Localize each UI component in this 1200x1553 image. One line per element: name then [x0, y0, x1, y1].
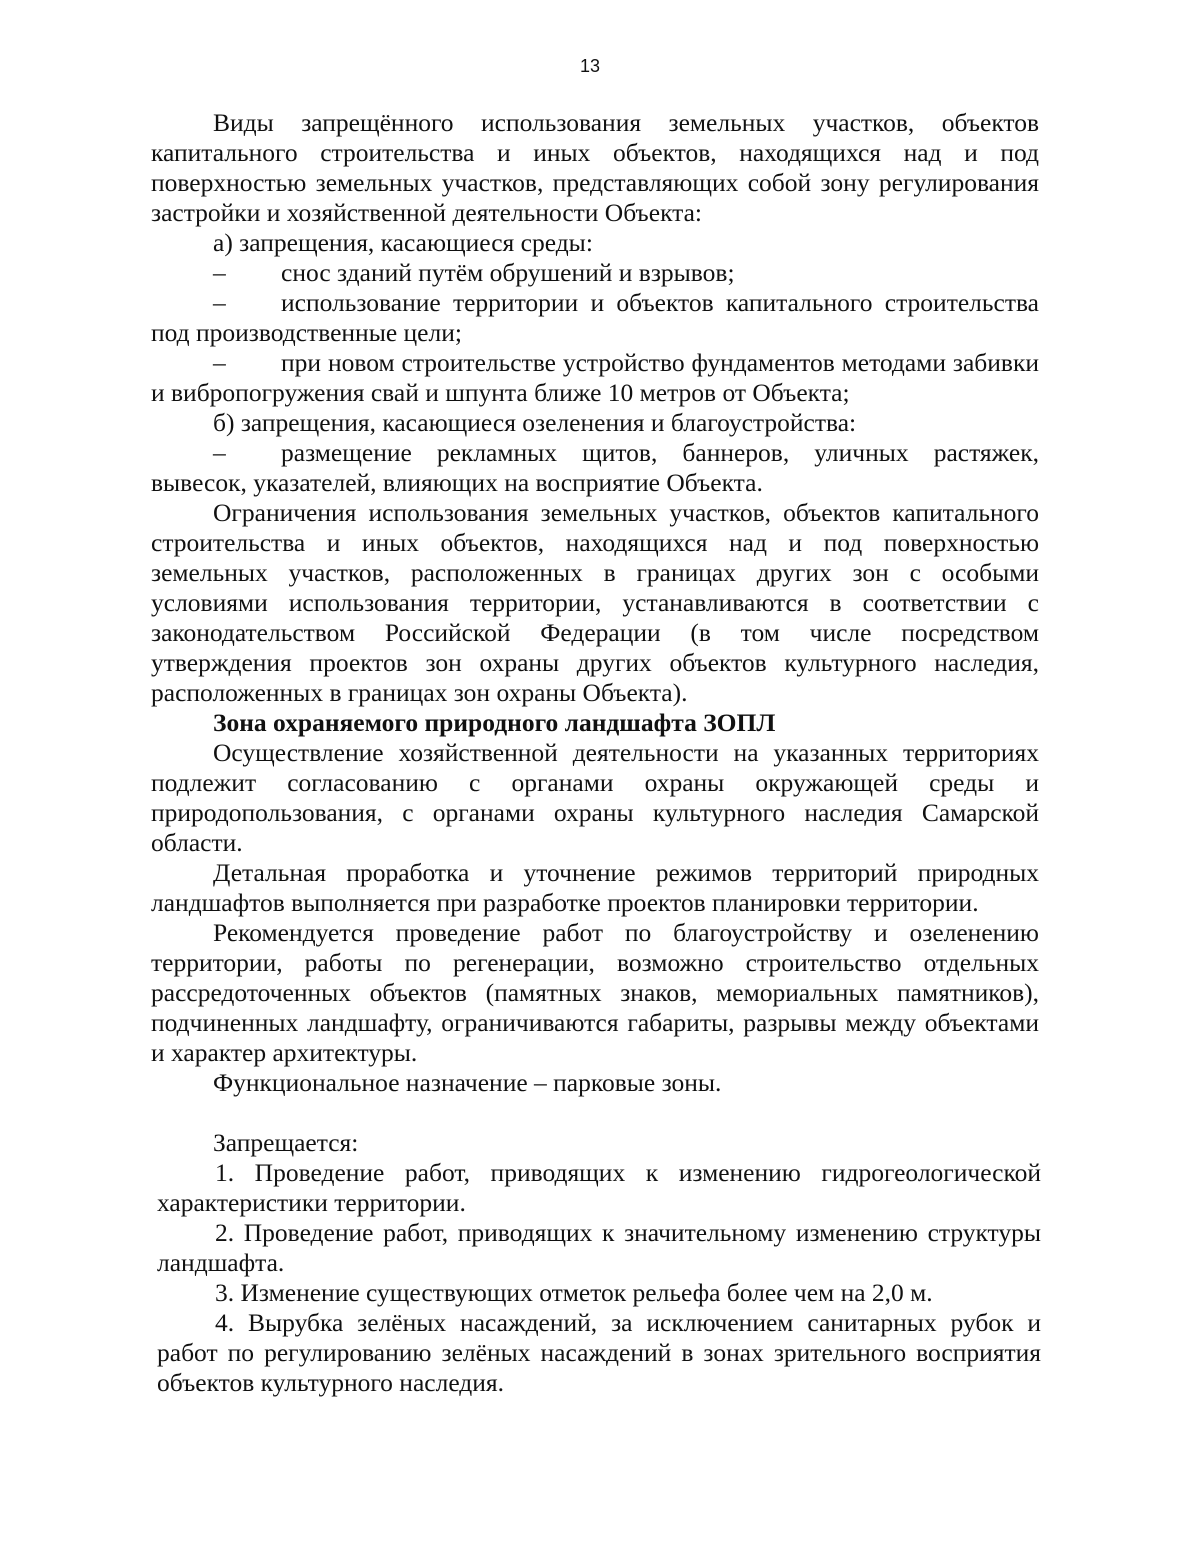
group-b-item-text: размещение рекламных щитов, баннеров, уличных растяжек, вывесок, указателей, влияющих на восприятие Объекта.	[151, 438, 1039, 497]
dash-mark: –	[213, 438, 226, 467]
prohibited-item: 4. Вырубка зелёных насаждений, за исключением санитарных рубок и работ по регулированию зелёных насаждений в зонах зрительного восприятия объектов культурного наследия.	[157, 1308, 1041, 1397]
section1-intro-paragraph: Виды запрещённого использования земельных участков, объектов капитального строительства и иных объектов, находящихся над и под поверхностью земельных участков, представляющих собой зону регулирования застройки и хозяйственной деятельности Объекта:	[151, 108, 1039, 227]
group-a-item-text: использование территории и объектов капитального строительства под производственные цели;	[151, 288, 1039, 347]
paragraph-gap	[151, 1098, 1039, 1128]
group-a-item	[151, 258, 1039, 288]
dash-mark: –	[213, 288, 226, 317]
prohibited-title: Запрещается:	[213, 1128, 359, 1157]
page-content	[151, 108, 1039, 1398]
group-a-item-text: снос зданий путём обрушений и взрывов;	[281, 258, 735, 287]
section2-paragraph: Детальная проработка и уточнение режимов территорий природных ландшафтов выполняется при разработке проектов планировки территории.	[151, 858, 1039, 917]
group-b-item	[151, 438, 1039, 498]
group-b-title: б) запрещения, касающиеся озеленения и благоустройства:	[213, 408, 857, 437]
prohibited-item: 3. Изменение существующих отметок рельефа более чем на 2,0 м.	[215, 1278, 933, 1307]
page-number: 13	[579, 56, 601, 76]
group-a-item	[151, 348, 1039, 408]
dash-mark: –	[213, 348, 226, 377]
prohibited-item: 2. Проведение работ, приводящих к значительному изменению структуры ландшафта.	[157, 1218, 1041, 1277]
restrictions-paragraph: Ограничения использования земельных участков, объектов капитального строительства и иных объектов, находящихся над и под поверхностью земельных участков, расположенных в границах других зон с особыми условиями использования территории, устанавливаются в соответствии с законодательством Российской Федерации (в том числе посредством утверждения проектов зон охраны других объектов культурного наследия, расположенных в границах зон охраны Объекта).	[151, 498, 1039, 707]
group-a-item-text: при новом строительстве устройство фундаментов методами забивки и вибропогружения свай и шпунта ближе 10 метров от Объекта;	[151, 348, 1039, 407]
dash-mark: –	[213, 258, 226, 287]
section2-paragraph: Рекомендуется проведение работ по благоустройству и озеленению территории, работы по регенерации, возможно строительство отдельных рассредоточенных объектов (памятных знаков, мемориальных памятников), подчиненных ландшафту, ограничиваются габариты, разрывы между объектами и характер архитектуры.	[151, 918, 1039, 1067]
prohibited-list	[157, 1158, 1041, 1398]
section2-paragraph: Осуществление хозяйственной деятельности на указанных территориях подлежит согласованию с органами охраны окружающей среды и природопользования, с органами охраны культурного наследия Самарской области.	[151, 738, 1039, 857]
group-a-item	[151, 288, 1039, 348]
section2-paragraph: Функциональное назначение – парковые зоны.	[213, 1068, 722, 1097]
prohibited-item: 1. Проведение работ, приводящих к изменению гидрогеологической характеристики территории.	[157, 1158, 1041, 1217]
section2-heading: Зона охраняемого природного ландшафта ЗОПЛ	[213, 708, 776, 737]
group-a-title: а) запрещения, касающиеся среды:	[213, 228, 593, 257]
